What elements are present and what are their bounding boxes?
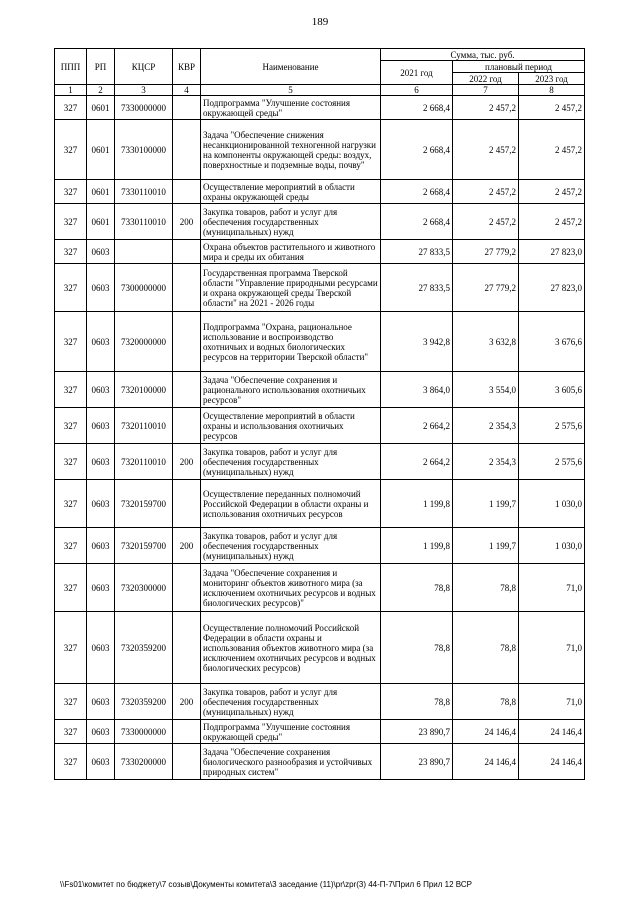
cell-value-2023: 2 457,2 bbox=[519, 96, 585, 120]
cell-ppp: 327 bbox=[55, 312, 87, 372]
cell-value-2021: 2 668,4 bbox=[381, 96, 453, 120]
cell-value-2022: 1 199,7 bbox=[453, 528, 519, 564]
cell-name: Закупка товаров, работ и услуг для обеспечения государственных (муниципальных) нужд bbox=[201, 204, 381, 240]
col-number: 3 bbox=[115, 85, 173, 96]
cell-rp: 0603 bbox=[87, 684, 115, 720]
table-row bbox=[55, 564, 585, 612]
cell-kcsr: 7320159700 bbox=[115, 528, 173, 564]
col-number: 8 bbox=[519, 85, 585, 96]
cell-value-2022: 2 457,2 bbox=[453, 96, 519, 120]
cell-value-2023: 1 030,0 bbox=[519, 528, 585, 564]
col-number: 4 bbox=[173, 85, 201, 96]
table-row bbox=[55, 372, 585, 408]
cell-value-2021: 23 890,7 bbox=[381, 744, 453, 780]
table-row bbox=[55, 204, 585, 240]
cell-name: Подпрограмма "Улучшение состояния окружающей среды" bbox=[201, 96, 381, 120]
table-row bbox=[55, 612, 585, 684]
table-row bbox=[55, 684, 585, 720]
cell-rp: 0603 bbox=[87, 408, 115, 444]
table-row bbox=[55, 744, 585, 780]
cell-value-2021: 78,8 bbox=[381, 612, 453, 684]
cell-kcsr: 7320159700 bbox=[115, 480, 173, 528]
table-row bbox=[55, 408, 585, 444]
cell-rp: 0603 bbox=[87, 612, 115, 684]
table-header bbox=[55, 49, 585, 96]
cell-ppp: 327 bbox=[55, 480, 87, 528]
cell-kvr bbox=[173, 408, 201, 444]
cell-value-2021: 23 890,7 bbox=[381, 720, 453, 744]
budget-table bbox=[54, 48, 585, 780]
cell-value-2021: 2 668,4 bbox=[381, 180, 453, 204]
cell-ppp: 327 bbox=[55, 372, 87, 408]
header-sum: Сумма, тыс. руб. bbox=[381, 49, 585, 61]
cell-name: Государственная программа Тверской области "Управление природными ресурсами и охрана окружающей среды Тверской области" на 2021 - 2026 годы bbox=[201, 264, 381, 312]
cell-kcsr: 7320110010 bbox=[115, 408, 173, 444]
cell-kcsr: 7330100000 bbox=[115, 120, 173, 180]
cell-ppp: 327 bbox=[55, 408, 87, 444]
col-number: 2 bbox=[87, 85, 115, 96]
cell-value-2022: 78,8 bbox=[453, 612, 519, 684]
cell-kvr bbox=[173, 372, 201, 408]
cell-value-2022: 27 779,2 bbox=[453, 264, 519, 312]
cell-kvr bbox=[173, 720, 201, 744]
cell-kcsr: 7330000000 bbox=[115, 96, 173, 120]
table-row bbox=[55, 264, 585, 312]
header-plan-period: плановый период bbox=[453, 61, 585, 73]
cell-kcsr: 7330000000 bbox=[115, 720, 173, 744]
cell-rp: 0603 bbox=[87, 480, 115, 528]
cell-value-2023: 24 146,4 bbox=[519, 720, 585, 744]
col-number: 1 bbox=[55, 85, 87, 96]
cell-value-2022: 2 354,3 bbox=[453, 444, 519, 480]
cell-value-2021: 27 833,5 bbox=[381, 264, 453, 312]
cell-value-2022: 27 779,2 bbox=[453, 240, 519, 264]
cell-name: Задача "Обеспечение сохранения и рационального использования охотничьих ресурсов" bbox=[201, 372, 381, 408]
cell-rp: 0603 bbox=[87, 720, 115, 744]
cell-value-2023: 2 457,2 bbox=[519, 120, 585, 180]
cell-value-2021: 1 199,8 bbox=[381, 528, 453, 564]
cell-kvr bbox=[173, 96, 201, 120]
cell-kcsr: 7320100000 bbox=[115, 372, 173, 408]
cell-value-2022: 2 457,2 bbox=[453, 180, 519, 204]
table-row bbox=[55, 480, 585, 528]
cell-rp: 0603 bbox=[87, 444, 115, 480]
cell-kcsr: 7330200000 bbox=[115, 744, 173, 780]
cell-value-2021: 78,8 bbox=[381, 684, 453, 720]
cell-value-2022: 24 146,4 bbox=[453, 720, 519, 744]
cell-kvr bbox=[173, 240, 201, 264]
cell-name: Задача "Обеспечение сохранения и мониторинг объектов животного мира (за исключением охотничьих ресурсов и водных биологических ресурсов)" bbox=[201, 564, 381, 612]
cell-ppp: 327 bbox=[55, 240, 87, 264]
cell-rp: 0603 bbox=[87, 240, 115, 264]
cell-value-2021: 2 664,2 bbox=[381, 408, 453, 444]
cell-value-2021: 2 664,2 bbox=[381, 444, 453, 480]
cell-value-2022: 1 199,7 bbox=[453, 480, 519, 528]
cell-kvr: 200 bbox=[173, 444, 201, 480]
table-row bbox=[55, 444, 585, 480]
cell-value-2023: 2 575,6 bbox=[519, 444, 585, 480]
cell-name: Осуществление мероприятий в области охраны и использования охотничьих ресурсов bbox=[201, 408, 381, 444]
cell-value-2022: 78,8 bbox=[453, 684, 519, 720]
cell-ppp: 327 bbox=[55, 564, 87, 612]
cell-kcsr: 7330110010 bbox=[115, 180, 173, 204]
cell-kcsr: 7320000000 bbox=[115, 312, 173, 372]
cell-ppp: 327 bbox=[55, 684, 87, 720]
cell-kvr bbox=[173, 612, 201, 684]
table-row bbox=[55, 720, 585, 744]
cell-kvr bbox=[173, 480, 201, 528]
cell-kvr bbox=[173, 564, 201, 612]
header-2022: 2022 год bbox=[453, 73, 519, 85]
table-row bbox=[55, 120, 585, 180]
cell-ppp: 327 bbox=[55, 204, 87, 240]
cell-kcsr: 7320359200 bbox=[115, 612, 173, 684]
header-2023: 2023 год bbox=[519, 73, 585, 85]
cell-ppp: 327 bbox=[55, 720, 87, 744]
cell-name: Осуществление полномочий Российской Федерации в области охраны и использования объектов животного мира (за исключением охотничьих ресурсов и водных биологических ресурсов) bbox=[201, 612, 381, 684]
col-number: 6 bbox=[381, 85, 453, 96]
cell-name: Задача "Обеспечение сохранения биологического разнообразия и устойчивых природных систем" bbox=[201, 744, 381, 780]
cell-name: Подпрограмма "Охрана, рациональное использование и воспроизводство охотничьих и водных биологических ресурсов на территории Тверской области" bbox=[201, 312, 381, 372]
header-2021: 2021 год bbox=[381, 61, 453, 85]
cell-value-2023: 27 823,0 bbox=[519, 240, 585, 264]
cell-rp: 0601 bbox=[87, 180, 115, 204]
cell-name: Закупка товаров, работ и услуг для обеспечения государственных (муниципальных) нужд bbox=[201, 444, 381, 480]
cell-value-2023: 2 457,2 bbox=[519, 180, 585, 204]
col-number: 7 bbox=[453, 85, 519, 96]
cell-value-2021: 3 864,0 bbox=[381, 372, 453, 408]
col-number: 5 bbox=[201, 85, 381, 96]
file-path-footer: \\Fs01\комитет по бюджету\7 созыв\Документы комитета\3 заседание (11)\pr\zpr(3) 44-П-7\Прил 6 Прил 12 ВСР bbox=[60, 880, 472, 889]
cell-ppp: 327 bbox=[55, 120, 87, 180]
cell-kvr: 200 bbox=[173, 528, 201, 564]
cell-ppp: 327 bbox=[55, 528, 87, 564]
cell-value-2023: 2 457,2 bbox=[519, 204, 585, 240]
header-name: Наименование bbox=[201, 49, 381, 85]
cell-value-2023: 1 030,0 bbox=[519, 480, 585, 528]
cell-rp: 0603 bbox=[87, 264, 115, 312]
cell-value-2023: 24 146,4 bbox=[519, 744, 585, 780]
cell-kcsr: 7320359200 bbox=[115, 684, 173, 720]
table-row bbox=[55, 240, 585, 264]
table-body bbox=[55, 96, 585, 780]
cell-name: Задача "Обеспечение снижения несанкционированной техногенной нагрузки на компоненты окружающей среды: воздух, поверхностные и подземные воды, почву" bbox=[201, 120, 381, 180]
cell-name: Закупка товаров, работ и услуг для обеспечения государственных (муниципальных) нужд bbox=[201, 684, 381, 720]
header-ppp: ППП bbox=[55, 49, 87, 85]
cell-value-2023: 71,0 bbox=[519, 564, 585, 612]
cell-kvr: 200 bbox=[173, 684, 201, 720]
cell-value-2021: 2 668,4 bbox=[381, 120, 453, 180]
cell-rp: 0603 bbox=[87, 528, 115, 564]
cell-kvr bbox=[173, 264, 201, 312]
cell-value-2022: 2 354,3 bbox=[453, 408, 519, 444]
cell-ppp: 327 bbox=[55, 96, 87, 120]
cell-name: Осуществление мероприятий в области охраны окружающей среды bbox=[201, 180, 381, 204]
cell-kvr bbox=[173, 120, 201, 180]
cell-value-2023: 2 575,6 bbox=[519, 408, 585, 444]
cell-value-2021: 3 942,8 bbox=[381, 312, 453, 372]
cell-value-2021: 27 833,5 bbox=[381, 240, 453, 264]
cell-rp: 0601 bbox=[87, 120, 115, 180]
cell-kvr bbox=[173, 180, 201, 204]
cell-ppp: 327 bbox=[55, 444, 87, 480]
cell-name: Охрана объектов растительного и животного мира и среды их обитания bbox=[201, 240, 381, 264]
table-row bbox=[55, 528, 585, 564]
cell-kcsr bbox=[115, 240, 173, 264]
cell-kcsr: 7330110010 bbox=[115, 204, 173, 240]
cell-ppp: 327 bbox=[55, 744, 87, 780]
cell-rp: 0603 bbox=[87, 564, 115, 612]
cell-ppp: 327 bbox=[55, 264, 87, 312]
cell-name: Осуществление переданных полномочий Российской Федерации в области охраны и использования охотничьих ресурсов bbox=[201, 480, 381, 528]
cell-value-2022: 2 457,2 bbox=[453, 204, 519, 240]
cell-ppp: 327 bbox=[55, 612, 87, 684]
header-kvr: КВР bbox=[173, 49, 201, 85]
cell-rp: 0601 bbox=[87, 96, 115, 120]
cell-kcsr: 7320110010 bbox=[115, 444, 173, 480]
cell-rp: 0603 bbox=[87, 744, 115, 780]
table-row bbox=[55, 180, 585, 204]
cell-value-2023: 71,0 bbox=[519, 612, 585, 684]
cell-value-2023: 71,0 bbox=[519, 684, 585, 720]
cell-kvr bbox=[173, 312, 201, 372]
cell-value-2022: 24 146,4 bbox=[453, 744, 519, 780]
cell-value-2022: 3 632,8 bbox=[453, 312, 519, 372]
cell-value-2022: 3 554,0 bbox=[453, 372, 519, 408]
cell-value-2021: 2 668,4 bbox=[381, 204, 453, 240]
table-row bbox=[55, 96, 585, 120]
cell-kcsr: 7320300000 bbox=[115, 564, 173, 612]
cell-rp: 0601 bbox=[87, 204, 115, 240]
cell-value-2021: 1 199,8 bbox=[381, 480, 453, 528]
cell-rp: 0603 bbox=[87, 312, 115, 372]
cell-ppp: 327 bbox=[55, 180, 87, 204]
cell-value-2023: 3 676,6 bbox=[519, 312, 585, 372]
header-kcsr: КЦСР bbox=[115, 49, 173, 85]
cell-kvr bbox=[173, 744, 201, 780]
header-rp: РП bbox=[87, 49, 115, 85]
cell-name: Закупка товаров, работ и услуг для обеспечения государственных (муниципальных) нужд bbox=[201, 528, 381, 564]
cell-kcsr: 7300000000 bbox=[115, 264, 173, 312]
cell-value-2023: 27 823,0 bbox=[519, 264, 585, 312]
cell-rp: 0603 bbox=[87, 372, 115, 408]
cell-value-2023: 3 605,6 bbox=[519, 372, 585, 408]
cell-value-2021: 78,8 bbox=[381, 564, 453, 612]
page-number: 189 bbox=[311, 16, 329, 28]
cell-value-2022: 78,8 bbox=[453, 564, 519, 612]
cell-value-2022: 2 457,2 bbox=[453, 120, 519, 180]
cell-name: Подпрограмма "Улучшение состояния окружающей среды" bbox=[201, 720, 381, 744]
table-row bbox=[55, 312, 585, 372]
cell-kvr: 200 bbox=[173, 204, 201, 240]
